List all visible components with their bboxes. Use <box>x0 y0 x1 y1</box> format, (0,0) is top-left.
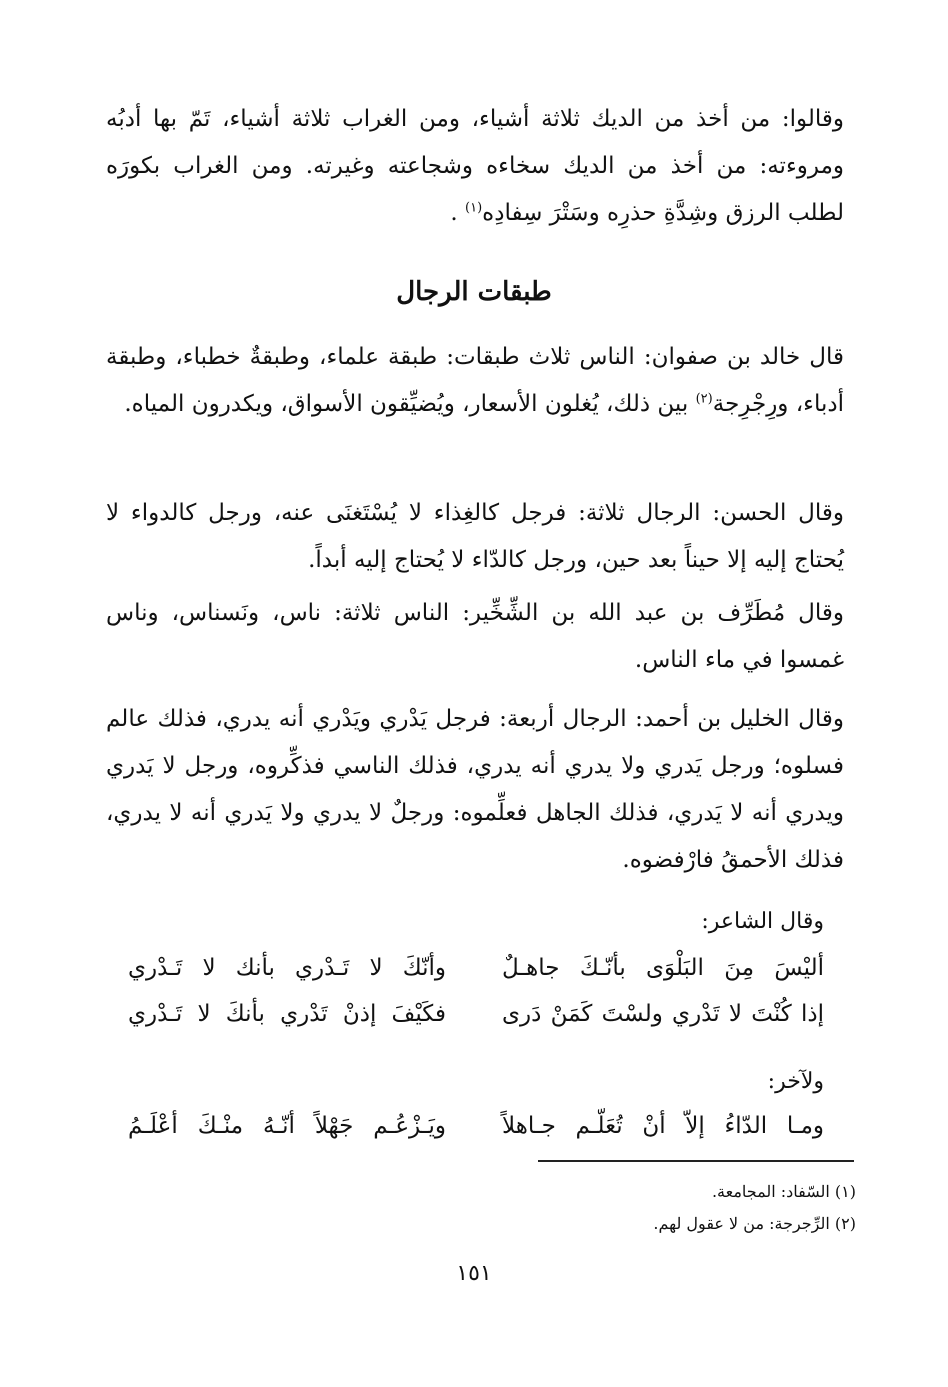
footnote-2: (٢) الرِّجرجة: من لا عقول لهم. <box>653 1214 856 1233</box>
paragraph-khalid-ibn-safwan <box>106 334 844 428</box>
paragraph-rooster-crow <box>106 96 844 237</box>
verse-hemistich-first: ومـا الدّاءُ إلاّ أنْ تُعَلّـم جـاهلاً <box>502 1113 824 1139</box>
poet-intro-other: ولآخر: <box>767 1069 824 1094</box>
verse-hemistich-first: أليْسَ مِنَ البَلْوَى بأنّـكَ جاهـلٌ <box>502 955 824 981</box>
paragraph-mutarrif: وقال مُطَرِّف بن عبد الله بن الشِّخِّير: الناس ثلاثة: ناس، ونَسناس، وناس غمسوا في ماء الناس. <box>106 600 844 673</box>
footnote-1: (١) السّفاد: المجامعة. <box>711 1182 856 1201</box>
footnote-ref-1: (١) <box>465 200 483 216</box>
page-number: ١٥١ <box>456 1261 492 1286</box>
paragraph-text: قال خالد بن صفوان: الناس ثلاث طبقات: طبقة علماء، وطبقةٌ خطباء، وطبقة أدباء، ورِجْرِجة <box>106 344 844 417</box>
paragraph-text-continued: بين ذلك، يُغلون الأسعار، ويُضيِّقون الأسواق، ويكدرون المياه. <box>124 391 696 417</box>
footnote-ref-2: (٢) <box>695 391 713 407</box>
paragraph-khalil-ibn-ahmad: وقال الخليل بن أحمد: الرجال أربعة: فرجل يَدْري ويَدْري أنه يدري، فذلك عالم فسلوه؛ ورجل يَدري ولا يدري أنه يدري، فذلك الناسي فذكِّروه، ورجل لا يَدري ويدري أنه لا يَدري، فذلك الجاهل فعلِّموه: ورجلٌ لا يدري ولا يَدري أنه لا يدري، فذلك الأحمقُ فارْفضوه. <box>106 706 844 873</box>
verse-hemistich-second: وأنّكَ لا تَـدْري بأنك لا تَـدْري <box>128 955 446 981</box>
verse-hemistich-second: ويَـزْعُـم جَهْلاً أنّـهُ منْـكَ أعْلَـمُ <box>128 1113 446 1139</box>
verse-line-2 <box>128 992 824 1036</box>
poet-intro: وقال الشاعر: <box>701 909 824 934</box>
section-heading: طبقات الرجال <box>396 277 552 307</box>
paragraph-text: وقالوا: من أخذ من الديك ثلاثة أشياء، ومن الغراب ثلاثة أشياء، تَمّ بها أدبُه ومروءته: من أخذ من الديك سخاءه وشجاعته وغيرته. ومن الغراب بكورَه لطلب الرزق وشِدَّةِ حذرِه وسَتْرَ سِفادِه <box>106 106 844 226</box>
verse-hemistich-first: إذا كُنْتَ لا تَدْري ولسْتَ كَمَنْ دَرى <box>502 1001 824 1027</box>
verse-line-3 <box>128 1104 824 1148</box>
footnote-divider <box>538 1160 854 1162</box>
verse-line-1 <box>128 946 824 990</box>
verse-hemistich-second: فكَيْفَ إذنْ تَدْري بأنكَ لا تَـدْري <box>128 1001 446 1027</box>
paragraph-al-hasan: وقال الحسن: الرجال ثلاثة: فرجل كالغِذاء لا يُسْتَغنَى عنه، ورجل كالدواء لا يُحتاج إليه إلا حيناً بعد حين، ورجل كالدّاء لا يُحتاج إليه أبداً. <box>106 500 844 573</box>
paragraph-end: . <box>450 200 466 226</box>
